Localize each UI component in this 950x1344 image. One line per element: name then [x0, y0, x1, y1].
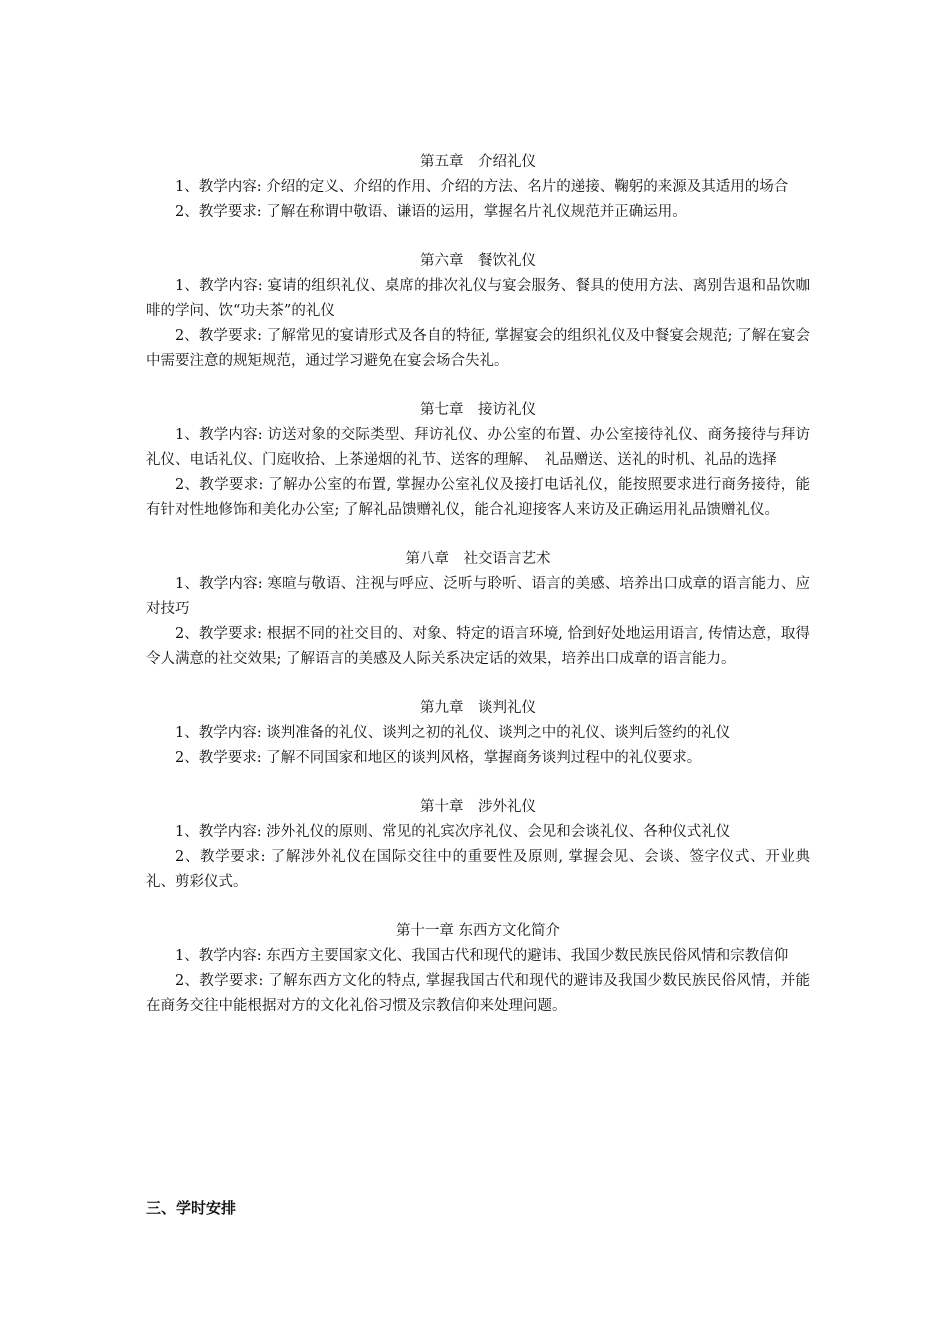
teaching-content: 1、教学内容: 东西方主要国家文化、我国古代和现代的避讳、我国少数民族民俗风情和宗教信仰 — [175, 948, 789, 964]
teaching-content: 1、教学内容: 寒暄与敬语、注视与呼应、泛听与聆听、语言的美感、培养出口成章的语言能力、应对技巧 — [146, 576, 810, 617]
teaching-requirement: 2、教学要求: 了解办公室的布置, 掌握办公室礼仪及接打电话礼仪，能按照要求进行商务接待，能有针对性地修饰和美化办公室; 了解礼品馈赠礼仪，能合礼迎接客人来访及正确运用礼品馈赠礼仪。 — [146, 477, 810, 518]
teaching-content: 1、教学内容: 宴请的组织礼仪、桌席的排次礼仪与宴会服务、餐具的使用方法、离别告退和品饮咖啡的学问、饮“功夫茶”的礼仪 — [146, 278, 810, 319]
teaching-content: 1、教学内容: 介绍的定义、介绍的作用、介绍的方法、名片的递接、鞠躬的来源及其适用的场合 — [175, 179, 789, 195]
teaching-requirement: 2、教学要求: 了解在称谓中敬语、谦语的运用，掌握名片礼仪规范并正确运用。 — [175, 204, 687, 220]
chapter-8 — [146, 547, 810, 672]
chapter-title: 第六章 餐饮礼仪 — [420, 253, 536, 269]
teaching-requirement: 2、教学要求: 了解东西方文化的特点, 掌握我国古代和现代的避讳及我国少数民族民俗风情，并能在商务交往中能根据对方的文化礼俗习惯及宗教信仰来处理问题。 — [146, 973, 810, 1014]
teaching-content: 1、教学内容: 涉外礼仪的原则、常见的礼宾次序礼仪、会见和会谈礼仪、各种仪式礼仪 — [175, 824, 731, 840]
chapter-title: 第五章 介绍礼仪 — [420, 154, 536, 170]
chapter-11 — [146, 919, 810, 1019]
teaching-requirement: 2、教学要求: 了解涉外礼仪在国际交往中的重要性及原则, 掌握会见、会谈、签字仪式、开业典礼、剪彩仪式。 — [146, 849, 810, 890]
teaching-requirement: 2、教学要求: 了解常见的宴请形式及各自的特征, 掌握宴会的组织礼仪及中餐宴会规范; 了解在宴会中需要注意的规矩规范，通过学习避免在宴会场合失礼。 — [146, 328, 810, 369]
chapter-6 — [146, 249, 810, 374]
document-body — [146, 150, 810, 1043]
chapter-title: 第八章 社交语言艺术 — [405, 551, 551, 567]
chapter-5 — [146, 150, 810, 225]
chapter-title: 第七章 接访礼仪 — [420, 402, 536, 418]
chapter-9 — [146, 696, 810, 771]
teaching-content: 1、教学内容: 访送对象的交际类型、拜访礼仪、办公室的布置、办公室接待礼仪、商务接待与拜访礼仪、电话礼仪、门庭收拾、上茶递烟的礼节、送客的理解、 礼品赠送、送礼的时机、礼品的选择 — [146, 427, 810, 468]
teaching-content: 1、教学内容: 谈判准备的礼仪、谈判之初的礼仪、谈判之中的礼仪、谈判后签约的礼仪 — [175, 725, 731, 741]
teaching-requirement: 2、教学要求: 了解不同国家和地区的谈判风格，掌握商务谈判过程中的礼仪要求。 — [175, 750, 702, 766]
chapter-title: 第十章 涉外礼仪 — [420, 799, 536, 815]
section-heading: 三、学时安排 — [146, 1199, 237, 1217]
teaching-requirement: 2、教学要求: 根据不同的社交目的、对象、特定的语言环境, 恰到好处地运用语言, 传情达意，取得令人满意的社交效果; 了解语言的美感及人际关系决定话的效果，培养出口成章的语言能力。 — [146, 626, 810, 667]
chapter-10 — [146, 795, 810, 895]
chapter-title: 第九章 谈判礼仪 — [420, 700, 536, 716]
chapter-7 — [146, 398, 810, 523]
chapter-title: 第十一章 东西方文化简介 — [395, 923, 561, 939]
